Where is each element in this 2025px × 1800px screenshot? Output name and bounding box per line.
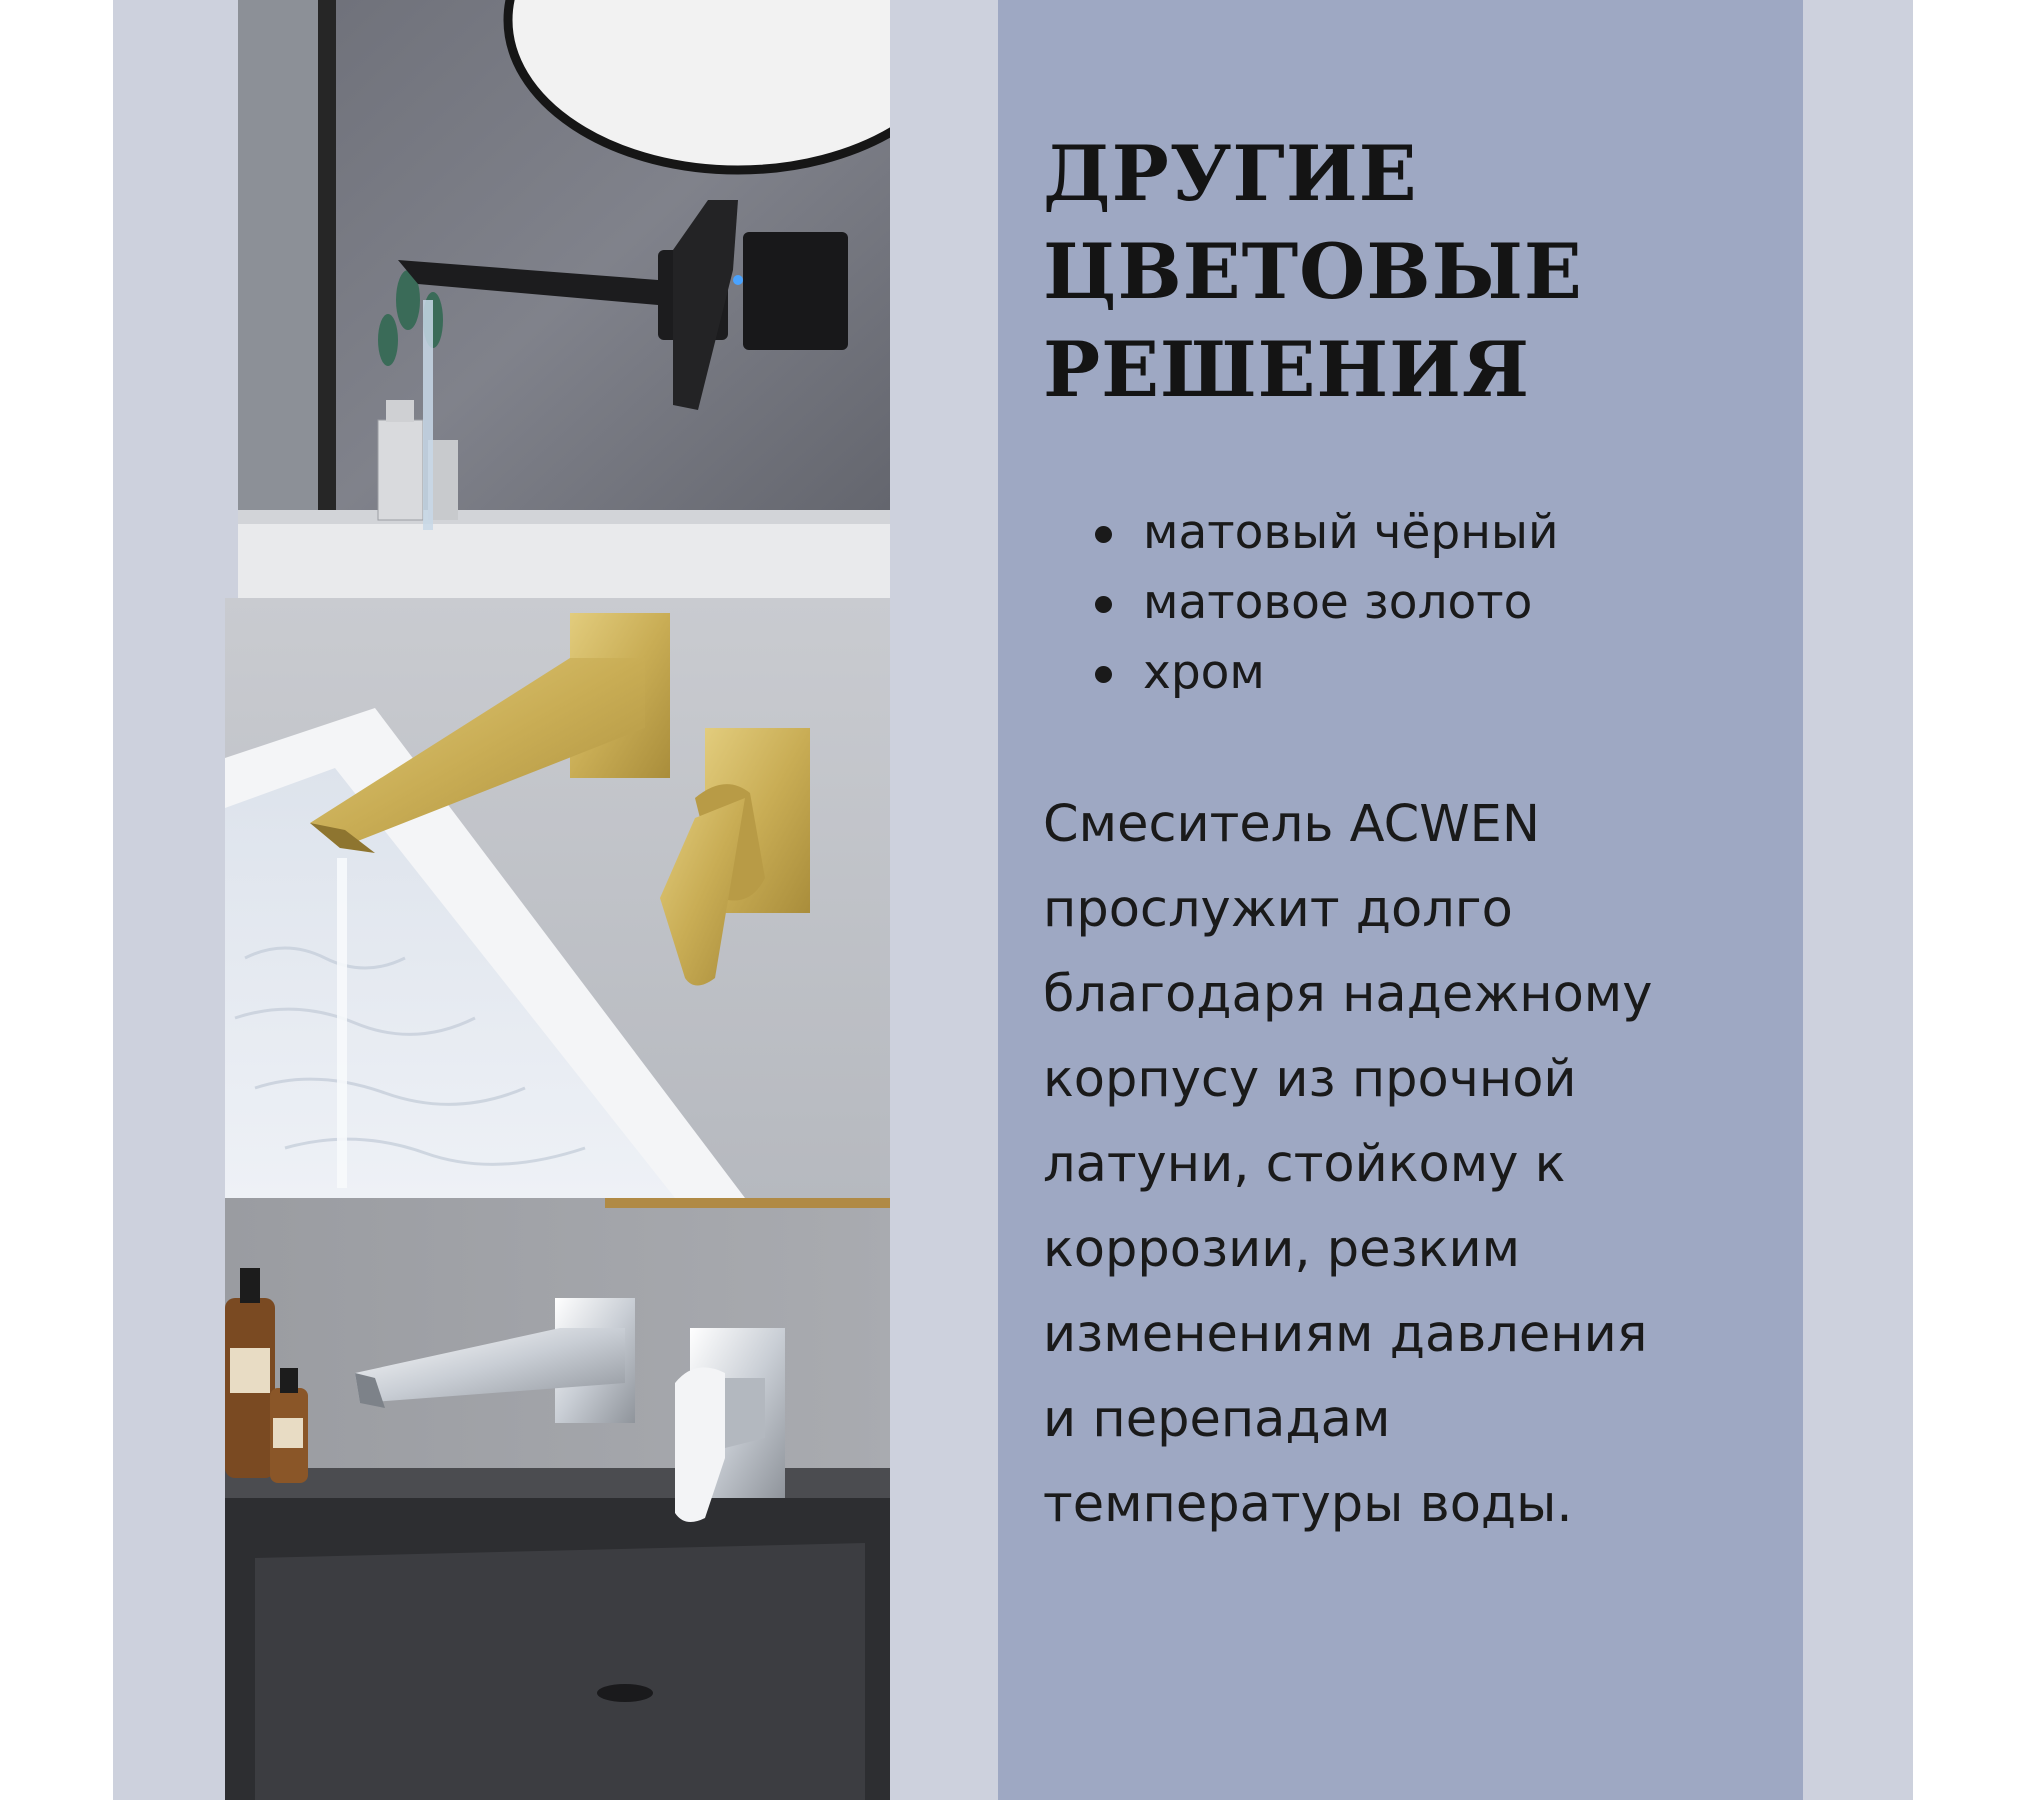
description-line: и перепадам [1043,1390,1391,1449]
photo-brushed-gold-faucet [225,598,890,1198]
info-panel [998,0,1803,1800]
description-line: корпусу из прочной [1043,1050,1577,1109]
section-title [1043,125,1583,419]
description-line: благодаря надежному [1043,965,1653,1024]
color-option-chrome: хром [1093,638,1559,708]
color-option-matte-black: матовый чёрный [1093,498,1559,568]
description-line: коррозии, резким [1043,1220,1521,1279]
description-line: латуни, стойкому к [1043,1135,1566,1194]
title-line: ДРУГИЕ [1043,129,1418,218]
color-option-matte-gold: матовое золото [1093,568,1559,638]
description-line: изменениям давления [1043,1305,1648,1364]
product-description [1043,782,1652,1547]
photo-matte-black-faucet [238,0,890,598]
description-line: температуры воды. [1043,1475,1573,1534]
description-line: Смеситель ACWEN [1043,795,1541,854]
title-line: ЦВЕТОВЫЕ [1043,227,1583,316]
title-line: РЕШЕНИЯ [1043,325,1531,414]
description-line: прослужит долго [1043,880,1513,939]
product-card [113,0,1913,1800]
color-options-list [1093,498,1559,708]
photo-chrome-faucet [225,1198,890,1800]
